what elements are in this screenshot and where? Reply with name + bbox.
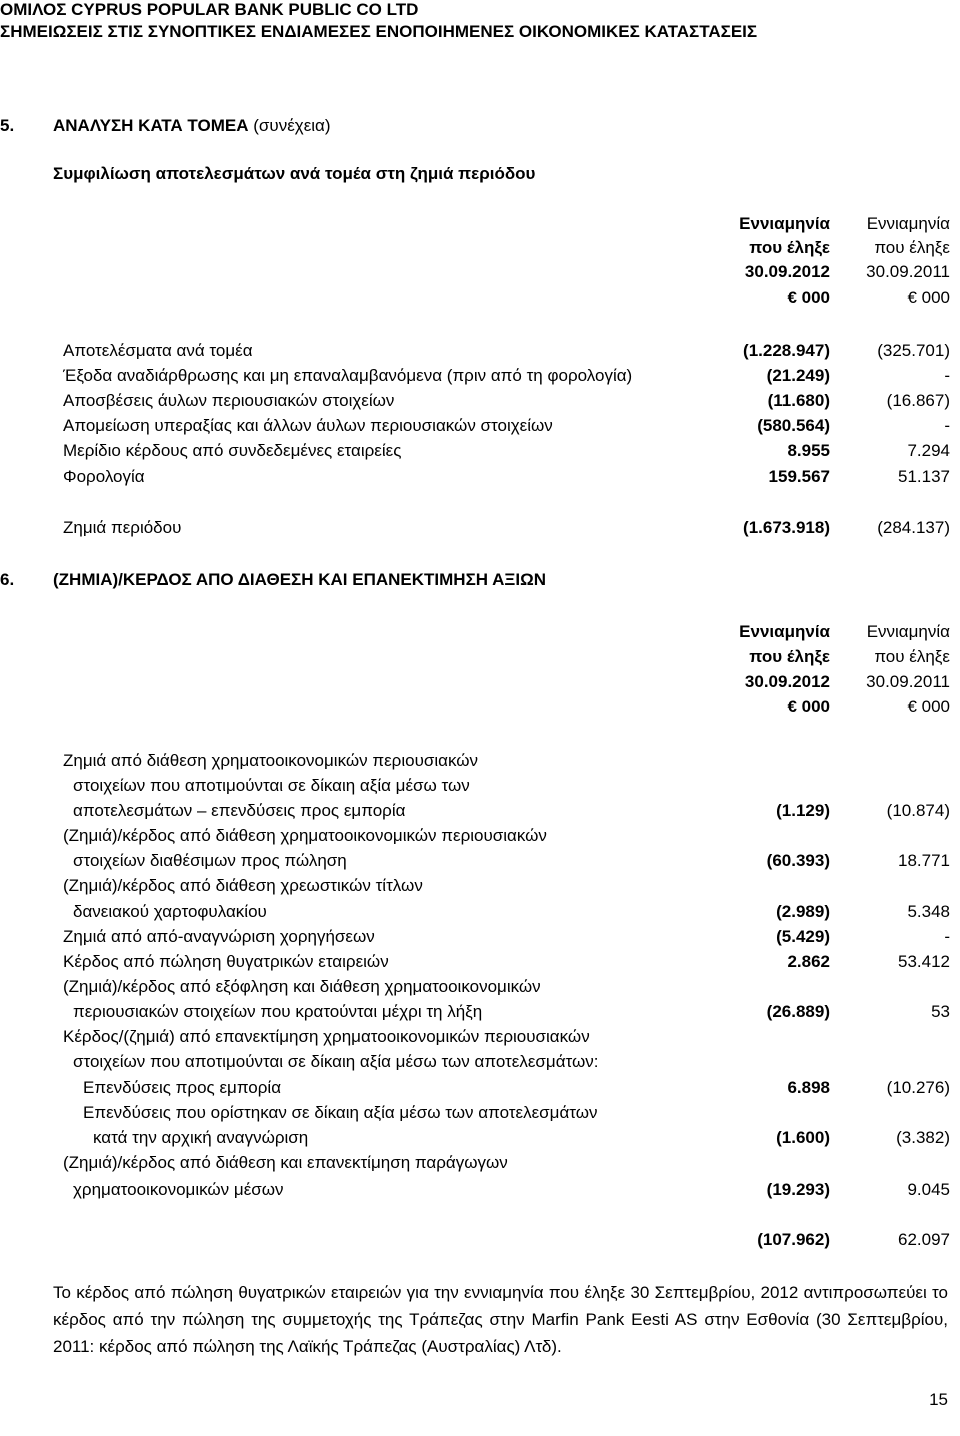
section5-subtitle: Συμφιλίωση αποτελεσμάτων ανά τομέα στη ζημιά περιόδου [53, 164, 536, 183]
s6-line: Ζημιά από από-αναγνώριση χορηγήσεων [63, 927, 375, 946]
s5-row-v2: 51.137 [898, 467, 950, 486]
s6-v2: - [944, 927, 950, 946]
s6-v1: (26.889) [766, 1002, 830, 1021]
s6-line: περιουσιακών στοιχείων που κρατούνται μέχρι τη λήξη [73, 1002, 483, 1021]
s6-v2: 53 [931, 1002, 950, 1021]
s6-line: δανειακού χαρτοφυλακίου [73, 902, 267, 921]
s6-v2: (10.276) [886, 1078, 950, 1097]
s6-line: (Ζημιά)/κέρδος από εξόφληση και διάθεση χρηματοοικονομικών [63, 977, 541, 996]
s6-line: στοιχείων που αποτιμούνται σε δίκαιη αξία μέσω των [73, 776, 470, 795]
s6-v1: (5.429) [776, 927, 830, 946]
s5-row-v2: 7.294 [907, 441, 950, 460]
s6-line: Κέρδος από πώληση θυγατρικών εταιρειών [63, 952, 389, 971]
s6-v1: (1.129) [776, 801, 830, 820]
s5-col2-h2: που έληξε [874, 238, 950, 257]
section5-title-rest: (συνέχεια) [248, 116, 331, 135]
s6-v2: 9.045 [907, 1180, 950, 1199]
section6-number: 6. [0, 570, 15, 589]
s5-row-v1: (11.680) [767, 391, 830, 410]
s5-row-label: Μερίδιο κέρδους από συνδεδεμένες εταιρείες [63, 441, 402, 460]
s5-row-v1: 8.955 [787, 441, 830, 460]
s5-row-v1: (580.564) [757, 416, 830, 435]
document-subtitle: ΣΗΜΕΙΩΣΕΙΣ ΣΤΙΣ ΣΥΝΟΠΤΙΚΕΣ ΕΝΔΙΑΜΕΣΕΣ ΕΝΟΠΟΙΗΜΕΝΕΣ ΟΙΚΟΝΟΜΙΚΕΣ ΚΑΤΑΣΤΑΣΕΙΣ [0, 22, 758, 41]
section6-title: (ΖΗΜΙΑ)/ΚΕΡΔΟΣ ΑΠΟ ΔΙΑΘΕΣΗ ΚΑΙ ΕΠΑΝΕΚΤΙΜΗΣΗ ΑΞΙΩΝ [53, 570, 546, 589]
s6-line: (Ζημιά)/κέρδος από διάθεση χρεωστικών τίτλων [63, 876, 423, 895]
s5-row-v2: - [944, 366, 950, 385]
s5-total-label: Ζημιά περιόδου [63, 518, 182, 537]
s6-v1: (2.989) [776, 902, 830, 921]
s6-total-v2: 62.097 [898, 1230, 950, 1249]
s6-col2-h2: που έληξε [874, 647, 950, 666]
s6-v2: 5.348 [907, 902, 950, 921]
s6-v1: 6.898 [787, 1078, 830, 1097]
s5-row-v2: - [944, 416, 950, 435]
s5-col2-h3: 30.09.2011 [866, 262, 950, 281]
s6-line: Επενδύσεις προς εμπορία [83, 1078, 282, 1097]
s6-v2: 18.771 [898, 851, 950, 870]
s6-note: Το κέρδος από πώληση θυγατρικών εταιρειών για την εννιαμηνία που έληξε 30 Σεπτεμβρίου, 2012 αντιπροσωπεύει το κέρδος από την πώληση της συμμετοχής της Τράπεζας στην Marfin Pank Eesti AS στην Εσθονία (30 Σεπτεμβρίου, 2011: κέρδος από πώληση της Λαϊκής Τράπεζας (Αυστραλίας) Λτδ). [53, 1283, 948, 1356]
s6-v1: (19.293) [766, 1180, 830, 1199]
s6-col1-h3: 30.09.2012 [744, 672, 830, 691]
section5-number: 5. [0, 116, 15, 135]
s6-total-v1: (107.962) [757, 1230, 830, 1249]
s5-row-v1: 159.567 [768, 467, 830, 486]
page-number: 15 [929, 1390, 948, 1409]
s5-col2-h1: Εννιαμηνία [866, 214, 950, 233]
s5-col1-h2: που έληξε [749, 238, 830, 257]
company-name: ΟΜΙΛΟΣ CYPRUS POPULAR BANK PUBLIC CO LTD [0, 0, 419, 19]
s6-v2: (3.382) [896, 1128, 950, 1147]
s5-col1-h1: Εννιαμηνία [739, 214, 830, 233]
s6-col1-h2: που έληξε [749, 647, 830, 666]
s5-row-v2: (325.701) [877, 341, 950, 360]
s6-line: στοιχείων που αποτιμούνται σε δίκαιη αξία μέσω των αποτελεσμάτων: [73, 1052, 599, 1071]
s6-line: (Ζημιά)/κέρδος από διάθεση και επανεκτίμηση παράγωγων [63, 1153, 508, 1172]
s6-v2: 53.412 [898, 952, 950, 971]
s6-v2: (10.874) [886, 801, 950, 820]
s5-row-v2: (16.867) [886, 391, 950, 410]
s5-col2-h4: € 000 [907, 288, 950, 307]
s6-line: Ζημιά από διάθεση χρηματοοικονομικών περιουσιακών [63, 751, 479, 770]
s5-total-v1: (1.673.918) [743, 518, 830, 537]
s6-col1-h1: Εννιαμηνία [739, 622, 830, 641]
s6-v1: (60.393) [766, 851, 830, 870]
s6-line: (Ζημιά)/κέρδος από διάθεση χρηματοοικονομικών περιουσιακών [63, 826, 547, 845]
s5-col1-h4: € 000 [787, 288, 830, 307]
s5-total-v2: (284.137) [877, 518, 950, 537]
s5-row-label: Απομείωση υπεραξίας και άλλων άυλων περιουσιακών στοιχείων [63, 416, 553, 435]
s6-line: χρηματοοικονομικών μέσων [73, 1180, 284, 1199]
s5-row-v1: (21.249) [766, 366, 830, 385]
s6-line: Επενδύσεις που ορίστηκαν σε δίκαιη αξία μέσω των αποτελεσμάτων [83, 1103, 598, 1122]
s5-row-label: Φορολογία [63, 467, 145, 486]
section5-title [53, 116, 331, 136]
s6-col1-h4: € 000 [787, 697, 830, 716]
s5-col1-h3: 30.09.2012 [744, 262, 830, 281]
s6-v1: 2.862 [787, 952, 830, 971]
s6-line: στοιχείων διαθέσιμων προς πώληση [73, 851, 347, 870]
s6-col2-h3: 30.09.2011 [866, 672, 950, 691]
s6-line: αποτελεσμάτων – επενδύσεις προς εμπορία [73, 801, 406, 820]
s5-row-label: Αποσβέσεις άυλων περιουσιακών στοιχείων [63, 391, 395, 410]
s6-col2-h1: Εννιαμηνία [866, 622, 950, 641]
s5-row-label: Έξοδα αναδιάρθρωσης και μη επαναλαμβανόμενα (πριν από τη φορολογία) [63, 366, 633, 385]
s6-line: Κέρδος/(ζημιά) από επανεκτίμηση χρηματοοικονομικών περιουσιακών [63, 1027, 590, 1046]
s5-row-label: Αποτελέσματα ανά τομέα [63, 341, 253, 360]
s6-line: κατά την αρχική αναγνώριση [93, 1128, 309, 1147]
s5-row-v1: (1.228.947) [743, 341, 830, 360]
s6-v1: (1.600) [776, 1128, 830, 1147]
section5-title-bold: ΑΝΑΛΥΣΗ ΚΑΤΑ ΤΟΜΕΑ [53, 116, 249, 135]
s6-col2-h4: € 000 [907, 697, 950, 716]
